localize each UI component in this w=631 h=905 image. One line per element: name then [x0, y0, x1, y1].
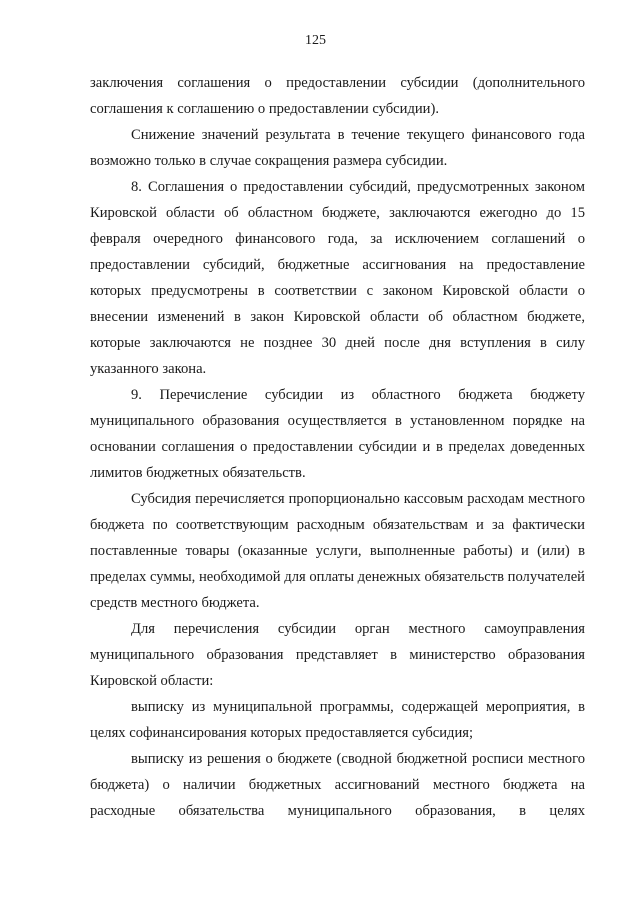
paragraph-continuation: заключения соглашения о предоставлении субсидии (дополнительного соглашения к соглашению о предоставлении субсидии). — [90, 75, 585, 117]
paragraph-proportional: Субсидия перечисляется пропорционально кассовым расходам местного бюджета по соответствующим расходным обязательствам и за фактически поставленные товары (оказанные услуги, выполненные работы) и (или) в пределах суммы, необходимой для оплаты денежных обязательств получателей средств местного бюджета. — [90, 491, 585, 611]
page-number: 125 — [305, 33, 326, 48]
paragraph-extract-program: выписку из муниципальной программы, содержащей мероприятия, в целях софинансирования которых предоставляется субсидия; — [90, 699, 585, 741]
paragraph-item-9: 9. Перечисление субсидии из областного бюджета бюджету муниципального образования осуществляется в установленном порядке на основании соглашения о предоставлении субсидии и в пределах доведенных лимитов бюджетных обязательств. — [90, 387, 585, 481]
paragraph-extract-budget: выписку из решения о бюджете (сводной бюджетной росписи местного бюджета) о наличии бюджетных ассигнований местного бюджета на расходные обязательства муниципального образования, в целях — [90, 751, 585, 819]
paragraph-item-8: 8. Соглашения о предоставлении субсидий, предусмотренных законом Кировской области об областном бюджете, заключаются ежегодно до 15 февраля очередного финансового года, за исключением соглашений о предоставлении субсидий, бюджетные ассигнования на предоставление которых предусмотрены в соответствии с законом Кировской области о внесении изменений в закон Кировской области об областном бюджете, которые заключаются не позднее 30 дней после дня вступления в силу указанного закона. — [90, 179, 585, 377]
paragraph-reduction: Снижение значений результата в течение текущего финансового года возможно только в случае сокращения размера субсидии. — [90, 127, 585, 169]
paragraph-for-transfer: Для перечисления субсидии орган местного самоуправления муниципального образования представляет в министерство образования Кировской области: — [90, 621, 585, 689]
document-body — [90, 70, 585, 824]
